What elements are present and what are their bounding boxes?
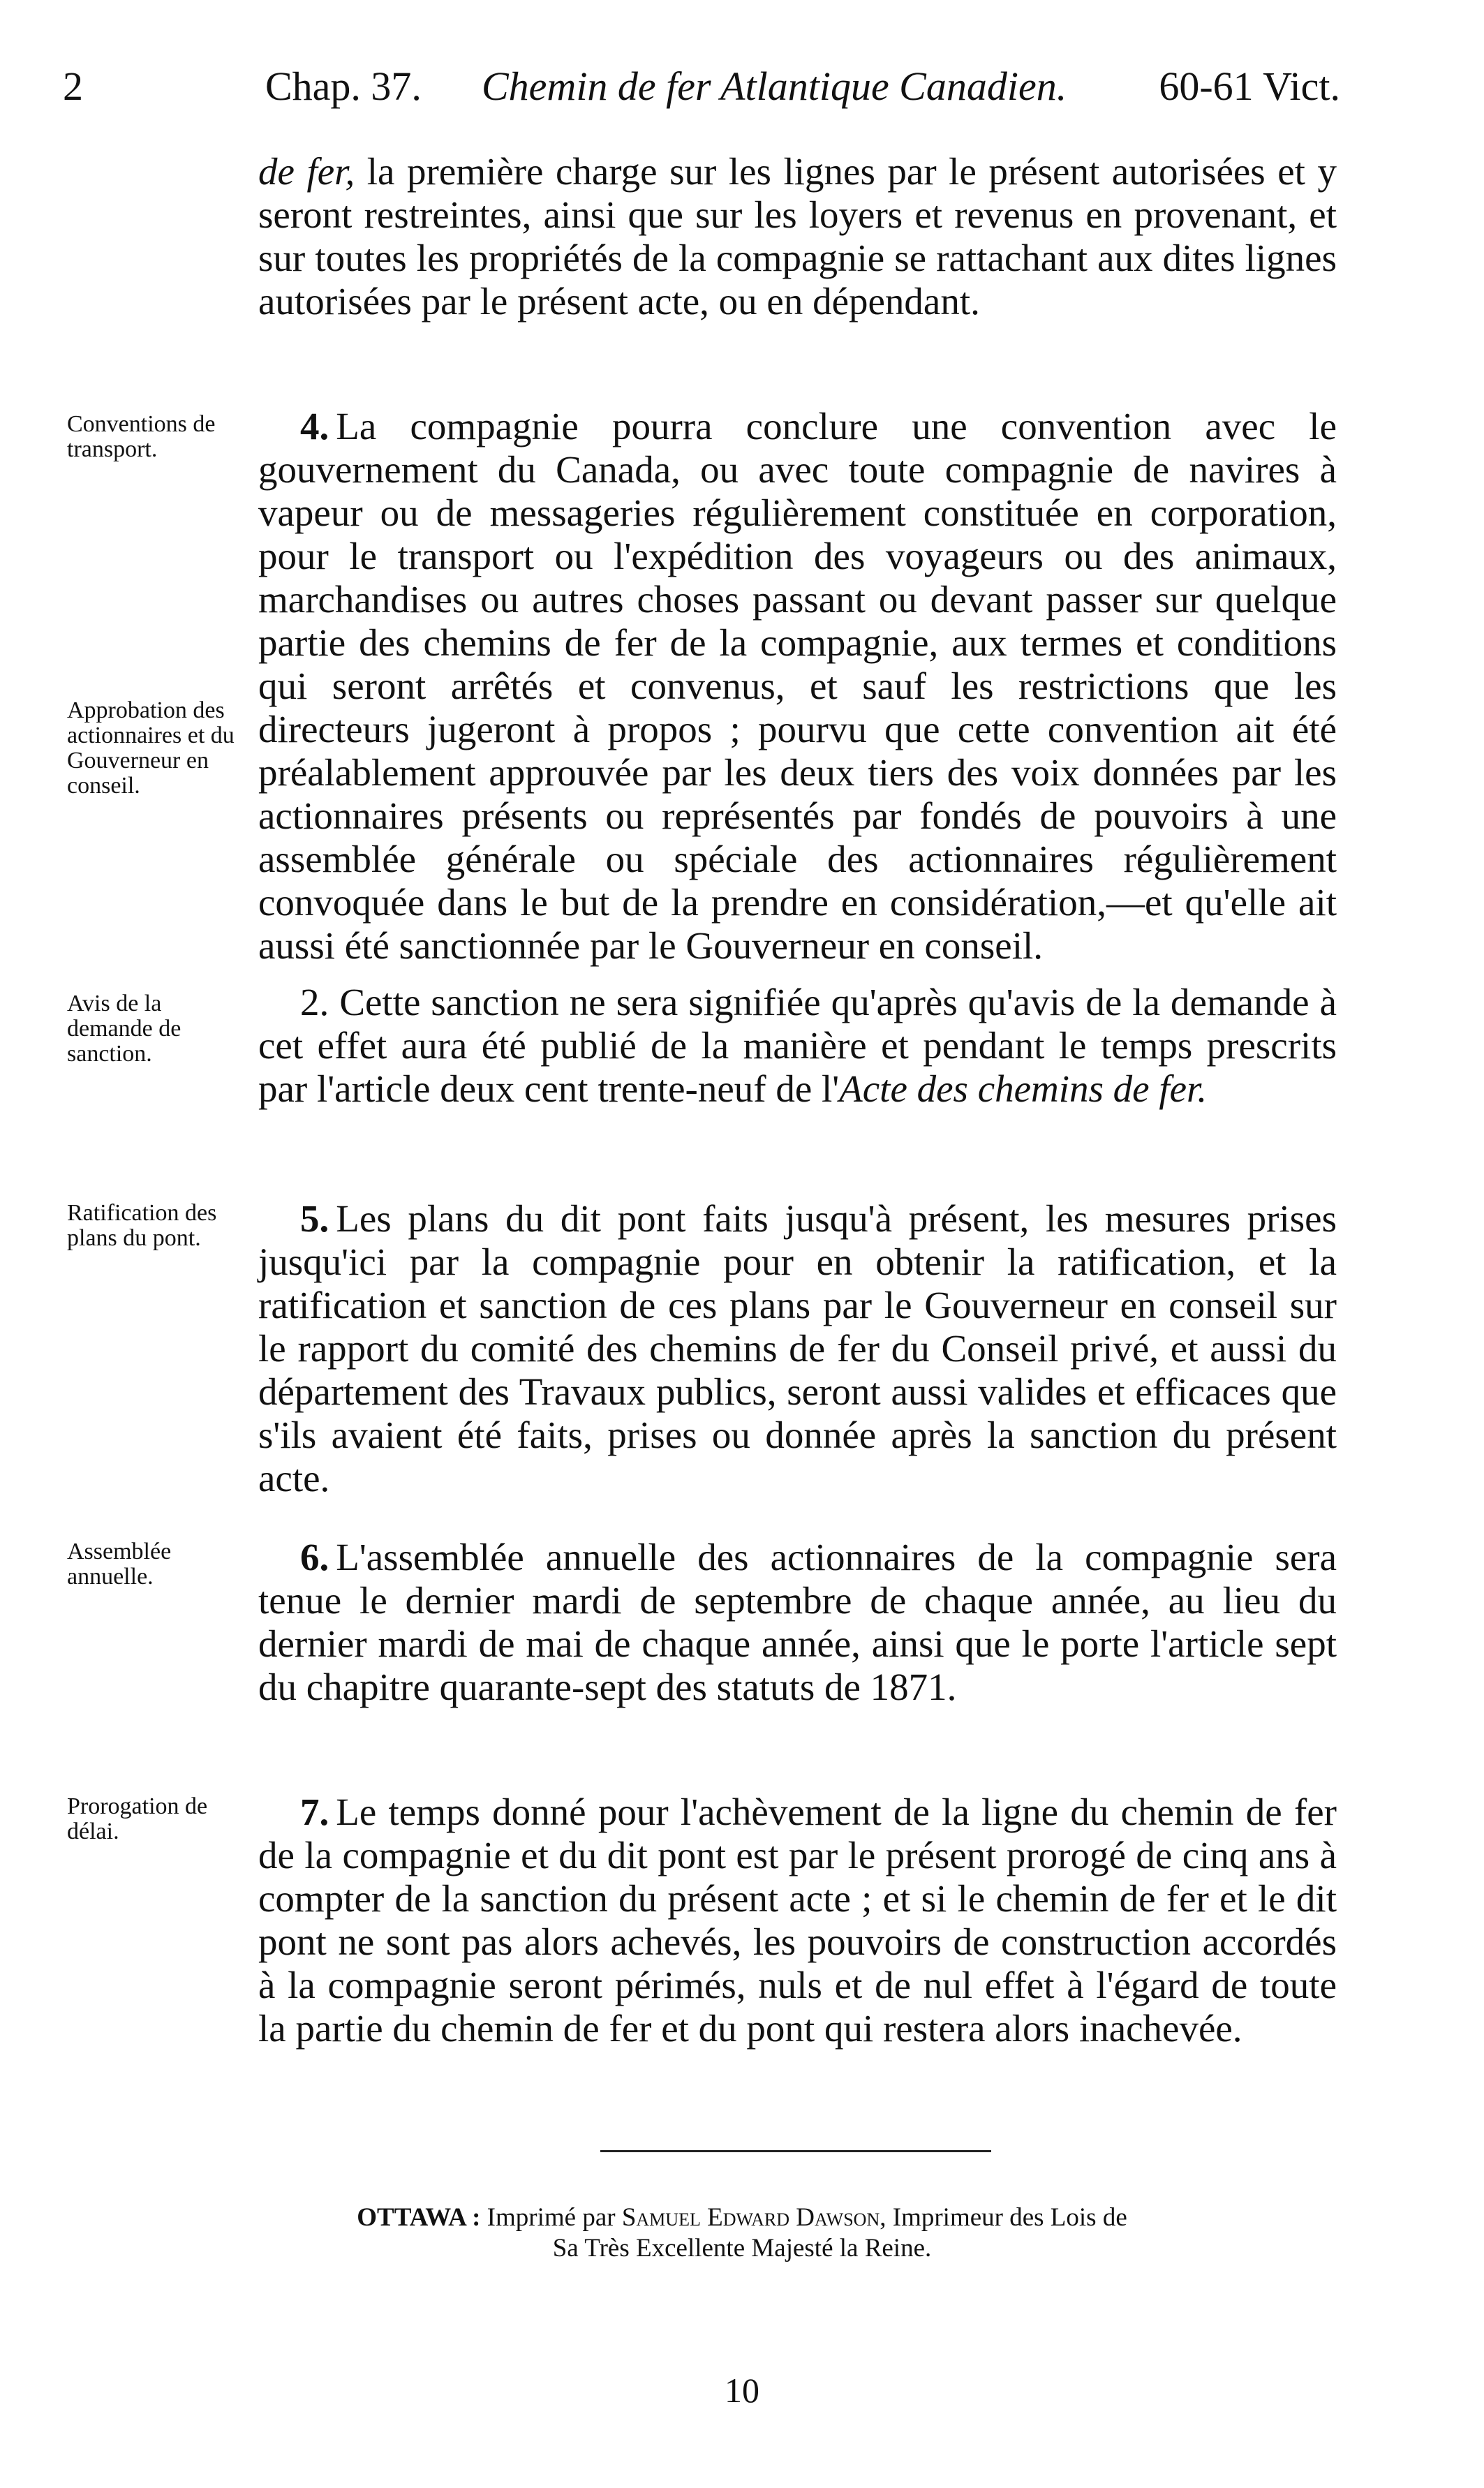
section-4 <box>258 405 1337 968</box>
imprint-role: Imprimeur des Lois de <box>892 2203 1127 2232</box>
footer-page-number: 10 <box>725 2371 759 2410</box>
margin-note-prorogation: Prorogation de délai. <box>67 1793 208 1844</box>
section-number: 6. <box>300 1536 329 1578</box>
margin-note-approbation: Approbation des actionnaires et du Gouverneur en conseil. <box>67 697 235 799</box>
section-6 <box>258 1536 1337 1709</box>
subsection-text: Cette sanction ne sera signifiée qu'après qu'avis de la demande à cet effet aura été publié de la manière et pendant le temps prescrits par l'article deux cent trente-neuf de l' <box>258 981 1337 1110</box>
section-5 <box>258 1197 1337 1500</box>
section-4-subsection-2 <box>258 981 1337 1111</box>
section-text: Le temps donné pour l'achèvement de la ligne du chemin de fer de la compagnie et du dit pont est par le présent prorogé de cinq ans à compter de la sanction du présent acte ; et si le chemin de fer et le dit pont ne sont pas alors achevés, les pouvoirs de construction accordés à la compagnie seront périmés, nuls et de nul effet à l'égard de toute la partie du chemin de fer et du pont qui restera alors inachevée. <box>258 1791 1337 2050</box>
section-text: La compagnie pourra conclure une convention avec le gouvernement du Canada, ou avec toute compagnie de navires à vapeur ou de messageries régulièrement constituée en corporation, pour le transport ou l'expédition des voyageurs ou des animaux, marchandises ou autres choses passant ou devant passer sur quelque partie des chemins de fer de la compagnie, aux termes et conditions qui seront arrêtés et convenus, et sauf les restrictions que les directeurs jugeront à propos ; pourvu que cette convention ait été préalablement approuvée par les deux tiers des voix données par les actionnaires présents ou représentés par fondés de pouvoirs à une assemblée générale ou spéciale des actionnaires régulièrement convoquée dans le but de la prendre en considération,—et qu'elle ait aussi été sanctionnée par le Gouverneur en conseil. <box>258 405 1337 967</box>
imprint-city: OTTAWA : <box>357 2203 481 2232</box>
imprint <box>0 2202 1484 2264</box>
imprint-line-2: Sa Très Excellente Majesté la Reine. <box>552 2234 932 2263</box>
running-header <box>63 63 1340 126</box>
page-number: 2 <box>63 64 83 109</box>
margin-note-avis: Avis de la demande de sanction. <box>67 991 181 1067</box>
imprint-line-1 <box>0 2202 1484 2233</box>
intro-lead: de fer, <box>258 150 355 193</box>
chapter-label: Chap. 37. <box>265 64 422 109</box>
divider-rule <box>600 2150 991 2152</box>
margin-note-conventions: Conventions de transport. <box>67 411 216 462</box>
regnal-year: 60-61 Vict. <box>1159 64 1340 109</box>
section-number: 4. <box>300 405 329 447</box>
section-7 <box>258 1791 1337 2050</box>
margin-note-ratification: Ratification des plans du pont. <box>67 1200 217 1251</box>
imprint-printer: Samuel Edward Dawson, <box>621 2203 886 2232</box>
subsection-italic-tail: Acte des chemins de fer. <box>839 1067 1208 1110</box>
section-number: 7. <box>300 1791 329 1833</box>
section-number: 5. <box>300 1197 329 1240</box>
section-text: Les plans du dit pont faits jusqu'à présent, les mesures prises jusqu'ici par la compagnie pour en obtenir la ratification, et la ratification et sanction de ces plans par le Gouverneur en conseil sur le rapport du comité des chemins de fer du Conseil privé, et aussi du département des Travaux publics, seront aussi valides et efficaces que s'ils avaient été faits, prises ou donnée après la sanction du présent acte. <box>258 1197 1337 1500</box>
intro-paragraph <box>258 150 1337 323</box>
intro-text: la première charge sur les lignes par le présent autorisées et y seront restreintes, ainsi que sur les loyers et revenus en provenant, et sur toutes les propriétés de la compagnie se rattachant aux dites lignes autorisées par le présent acte, ou en dépendant. <box>258 150 1337 323</box>
margin-note-assemblee: Assemblée annuelle. <box>67 1539 172 1590</box>
act-title: Chemin de fer Atlantique Canadien. <box>482 64 1067 109</box>
subsection-number: 2. <box>300 981 329 1023</box>
imprint-printed-by: Imprimé par <box>487 2203 616 2232</box>
section-text: L'assemblée annuelle des actionnaires de la compagnie sera tenue le dernier mardi de septembre de chaque année, au lieu du dernier mardi de mai de chaque année, ainsi que le porte l'article sept du chapitre quarante-sept des statuts de 1871. <box>258 1536 1337 1708</box>
